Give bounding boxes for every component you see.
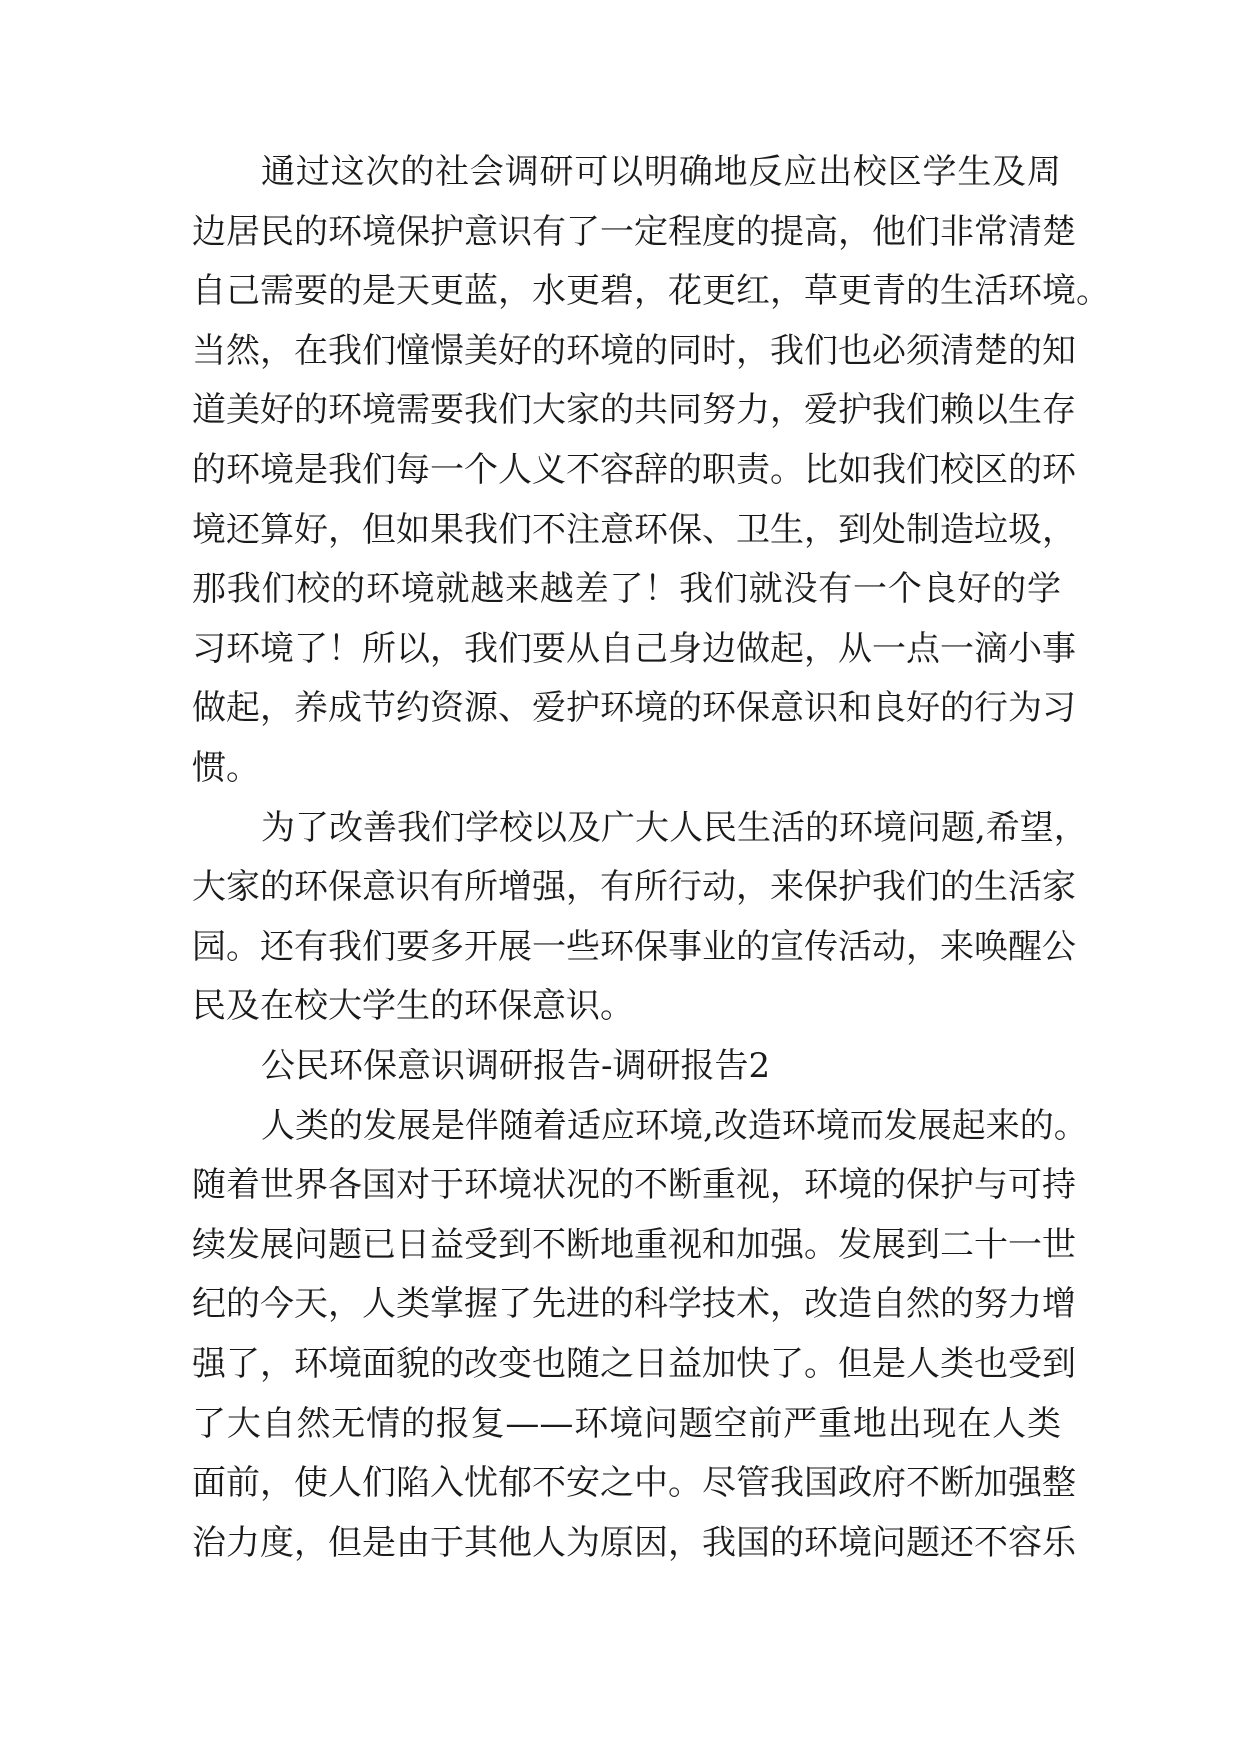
section-subtitle: 公民环保意识调研报告-调研报告2 <box>261 1046 771 1086</box>
paragraph-line: 当然，在我们憧憬美好的环境的同时，我们也必须清楚的知 <box>192 331 1076 371</box>
paragraph-line: 惯。 <box>192 748 260 788</box>
paragraph-line: 做起，养成节约资源、爱护环境的环保意识和良好的行为习 <box>192 688 1076 728</box>
paragraph-line: 纪的今天，人类掌握了先进的科学技术，改造自然的努力增 <box>192 1284 1076 1324</box>
paragraph-line: 面前，使人们陷入忧郁不安之中。尽管我国政府不断加强整 <box>192 1463 1076 1503</box>
paragraph-line: 的环境是我们每一个人义不容辞的职责。比如我们校区的环 <box>192 450 1076 490</box>
paragraph-line: 自己需要的是天更蓝，水更碧，花更红，草更青的生活环境。 <box>192 271 1110 311</box>
paragraph-line: 道美好的环境需要我们大家的共同努力，爱护我们赖以生存 <box>192 390 1076 430</box>
paragraph-line: 治力度，但是由于其他人为原因，我国的环境问题还不容乐 <box>192 1523 1076 1563</box>
paragraph-line: 边居民的环境保护意识有了一定程度的提高，他们非常清楚 <box>192 212 1076 252</box>
paragraph-line: 强了，环境面貌的改变也随之日益加快了。但是人类也受到 <box>192 1344 1076 1384</box>
paragraph-line: 了大自然无情的报复——环境问题空前严重地出现在人类 <box>192 1404 1061 1444</box>
paragraph-line: 园。还有我们要多开展一些环保事业的宣传活动，来唤醒公 <box>192 927 1076 967</box>
paragraph-line: 大家的环保意识有所增强，有所行动，来保护我们的生活家 <box>192 867 1076 907</box>
paragraph-line: 民及在校大学生的环保意识。 <box>192 986 634 1026</box>
paragraph-line: 人类的发展是伴随着适应环境,改造环境而发展起来的。 <box>261 1106 1088 1146</box>
paragraph-line: 境还算好，但如果我们不注意环保、卫生，到处制造垃圾， <box>192 510 1076 550</box>
paragraph-line: 续发展问题已日益受到不断地重视和加强。发展到二十一世 <box>192 1225 1076 1265</box>
paragraph-line: 习环境了！所以，我们要从自己身边做起，从一点一滴小事 <box>192 629 1076 669</box>
paragraph-line: 那我们校的环境就越来越差了！我们就没有一个良好的学 <box>192 569 1061 609</box>
paragraph-line: 为了改善我们学校以及广大人民生活的环境问题,希望， <box>261 808 1088 848</box>
paragraph-line: 通过这次的社会调研可以明确地反应出校区学生及周 <box>261 152 1061 192</box>
paragraph-line: 随着世界各国对于环境状况的不断重视，环境的保护与可持 <box>192 1165 1076 1205</box>
